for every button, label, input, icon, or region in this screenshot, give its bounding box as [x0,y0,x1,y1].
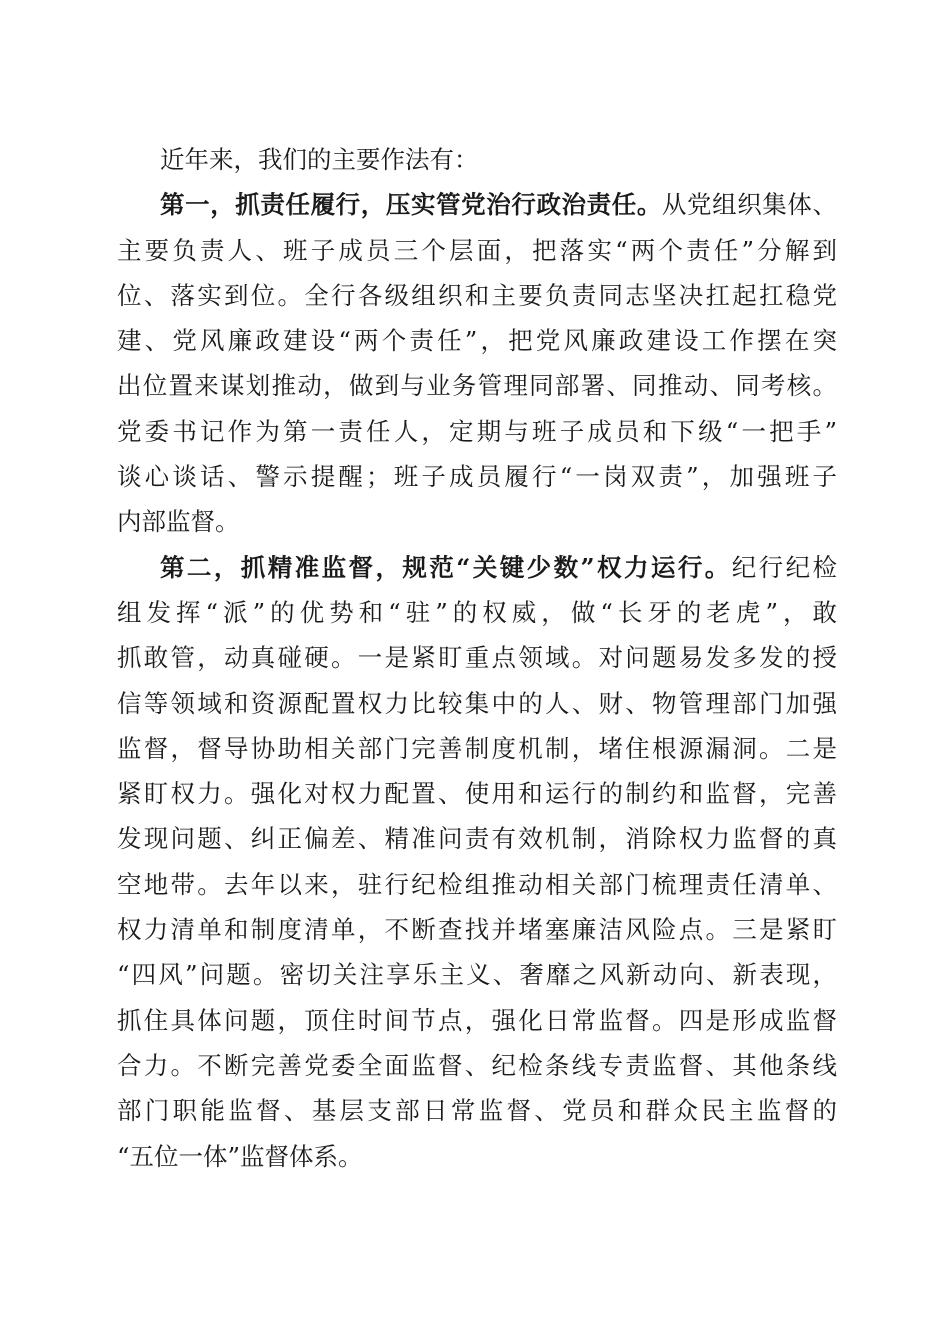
section2-line-13: 部门职能监督、基层支部日常监督、党员和群众民主监督的 [117,1096,837,1126]
section1-line-5: 出位置来谋划推动，做到与业务管理同部署、同推动、同考核。 [117,371,837,401]
section1-line-8: 内部监督。 [117,507,240,537]
section2-paragraph [117,545,837,1179]
section1-heading: 第一，抓责任履行，压实管党治行政治责任。 [160,190,662,220]
section2-line-9: 权力清单和制度清单，不断查找并堵塞廉洁风险点。三是紧盯 [117,915,837,945]
section2-line-2: 组发挥“派”的优势和“驻”的权威，做“长牙的老虎”，敢 [117,597,837,627]
section2-line-11: 抓住具体问题，顶住时间节点，强化日常监督。四是形成监督 [117,1005,837,1035]
section2-line-10: “四风”问题。密切关注享乐主义、奢靡之风新动向、新表现， [117,960,837,990]
section2-line-6: 紧盯权力。强化对权力配置、使用和运行的制约和监督，完善 [117,779,837,809]
section2-heading: 第二，抓精准监督，规范“关键少数”权力运行。 [160,552,732,582]
section1-line-2: 主要负责人、班子成员三个层面，把落实“两个责任”分解到 [117,235,837,265]
section1-line-4: 建、党风廉政建设“两个责任”，把党风廉政建设工作摆在突 [117,326,837,356]
section2-line-3: 抓敢管，动真碰硬。一是紧盯重点领域。对问题易发多发的授 [117,643,837,673]
document-body [117,137,837,1179]
section2-line-14: “五位一体”监督体系。 [117,1141,363,1171]
section1-line-6: 党委书记作为第一责任人，定期与班子成员和下级“一把手” [117,416,837,446]
section2-line-4: 信等领域和资源配置权力比较集中的人、财、物管理部门加强 [117,688,837,718]
section2-line-7: 发现问题、纠正偏差、精准问责有效机制，消除权力监督的真 [117,824,837,854]
intro-line: 近年来，我们的主要作法有： [160,145,479,174]
section2-line-12: 合力。不断完善党委全面监督、纪检条线专责监督、其他条线 [117,1050,837,1080]
section2-line-8: 空地带。去年以来，驻行纪检组推动相关部门梳理责任清单、 [117,869,837,899]
section1-paragraph [117,182,837,544]
section1-line-7: 谈心谈话、警示提醒；班子成员履行“一岗双责”，加强班子 [117,462,837,492]
section1-line-1-text: 从党组织集体、 [661,190,837,220]
section1-line-1 [117,182,837,227]
section1-line-3: 位、落实到位。全行各级组织和主要负责同志坚决扛起扛稳党 [117,280,837,310]
section2-line-1 [117,545,837,590]
section2-line-5: 监督，督导协助相关部门完善制度机制，堵住根源漏洞。二是 [117,733,837,763]
section2-line-1-text: 纪行纪检 [731,552,837,582]
